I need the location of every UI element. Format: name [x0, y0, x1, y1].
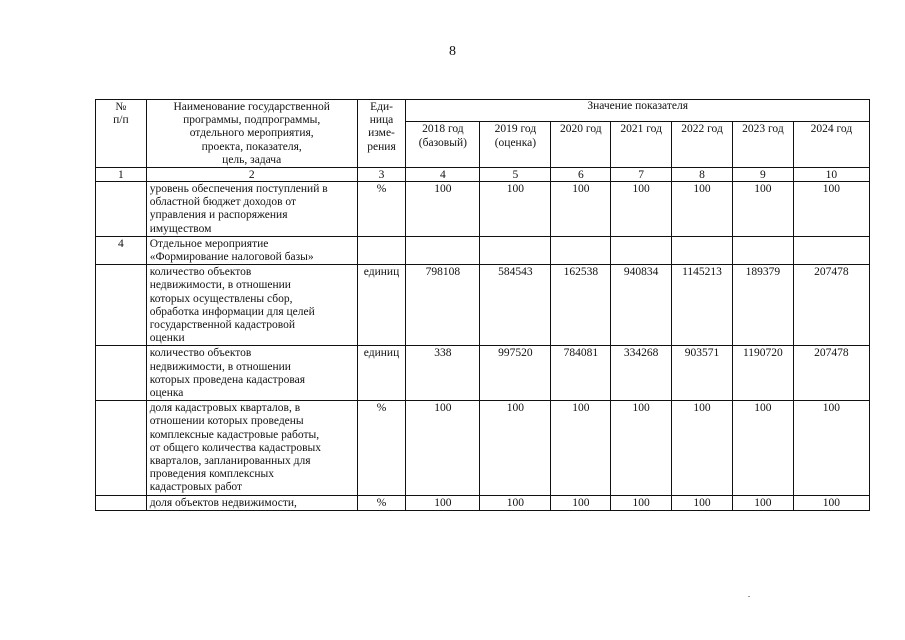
row-unit: единиц — [357, 346, 406, 401]
row-unit: единиц — [357, 265, 406, 346]
table-row — [96, 265, 870, 346]
table-row — [96, 401, 870, 495]
row-value: 207478 — [793, 265, 869, 346]
column-number: 8 — [672, 168, 733, 182]
scan-speck — [748, 596, 750, 597]
row-value: 1145213 — [672, 265, 733, 346]
table-row — [96, 346, 870, 401]
row-value — [732, 236, 793, 264]
header-year: 2020 год — [551, 122, 611, 168]
row-name: Отдельное мероприятие «Формирование налоговой базы» — [146, 236, 357, 264]
header-year: 2018 год (базовый) — [406, 122, 480, 168]
row-unit: % — [357, 401, 406, 495]
column-number: 9 — [732, 168, 793, 182]
header-row — [96, 100, 870, 122]
row-name: количество объектов недвижимости, в отношении которых проведена кадастровая оценка — [146, 346, 357, 401]
row-value: 100 — [611, 495, 672, 510]
column-number: 7 — [611, 168, 672, 182]
row-value: 100 — [406, 401, 480, 495]
column-number: 10 — [793, 168, 869, 182]
row-value: 784081 — [551, 346, 611, 401]
row-value: 100 — [406, 495, 480, 510]
header-col-name: Наименование государственной программы, подпрограммы, отдельного мероприятия, проекта, показателя, цель, задача — [146, 100, 357, 168]
row-value: 334268 — [611, 346, 672, 401]
row-value: 100 — [480, 495, 551, 510]
header-value-group: Значение показателя — [406, 100, 870, 122]
row-number: 4 — [96, 236, 147, 264]
row-value: 940834 — [611, 265, 672, 346]
column-number: 1 — [96, 168, 147, 182]
row-value — [480, 236, 551, 264]
row-unit — [357, 236, 406, 264]
row-name: уровень обеспечения поступлений в областной бюджет доходов от управления и распоряжения имуществом — [146, 182, 357, 237]
row-value: 100 — [406, 182, 480, 237]
row-unit: % — [357, 182, 406, 237]
row-value: 100 — [480, 401, 551, 495]
row-number — [96, 265, 147, 346]
row-value — [611, 236, 672, 264]
row-value: 338 — [406, 346, 480, 401]
row-number — [96, 182, 147, 237]
row-value — [793, 236, 869, 264]
row-value — [551, 236, 611, 264]
row-value: 100 — [793, 401, 869, 495]
row-value: 1190720 — [732, 346, 793, 401]
row-value: 207478 — [793, 346, 869, 401]
header-year: 2022 год — [672, 122, 733, 168]
page-number: 8 — [449, 44, 456, 59]
table-row — [96, 236, 870, 264]
row-value: 100 — [480, 182, 551, 237]
header-col-unit: Еди- ница изме- рения — [357, 100, 406, 168]
row-value: 162538 — [551, 265, 611, 346]
row-value: 997520 — [480, 346, 551, 401]
row-value: 798108 — [406, 265, 480, 346]
row-value: 100 — [611, 182, 672, 237]
column-number-row — [96, 168, 870, 182]
row-value: 100 — [672, 495, 733, 510]
table-row — [96, 495, 870, 510]
row-value: 903571 — [672, 346, 733, 401]
row-name: количество объектов недвижимости, в отношении которых осуществлены сбор, обработка информации для целей государственной кадастровой оценки — [146, 265, 357, 346]
table-row — [96, 182, 870, 237]
column-number: 6 — [551, 168, 611, 182]
header-col-number: № п/п — [96, 100, 147, 168]
row-name: доля объектов недвижимости, — [146, 495, 357, 510]
row-value: 100 — [672, 401, 733, 495]
row-value: 100 — [551, 401, 611, 495]
column-number: 2 — [146, 168, 357, 182]
row-value — [672, 236, 733, 264]
header-year: 2023 год — [732, 122, 793, 168]
row-number — [96, 346, 147, 401]
row-value: 189379 — [732, 265, 793, 346]
row-value: 100 — [793, 182, 869, 237]
column-number: 3 — [357, 168, 406, 182]
header-year: 2019 год (оценка) — [480, 122, 551, 168]
row-value: 100 — [793, 495, 869, 510]
row-value: 100 — [672, 182, 733, 237]
row-value: 100 — [732, 401, 793, 495]
header-year: 2024 год — [793, 122, 869, 168]
row-number — [96, 401, 147, 495]
header-year: 2021 год — [611, 122, 672, 168]
row-value: 100 — [551, 495, 611, 510]
row-value: 100 — [732, 495, 793, 510]
indicator-table — [95, 99, 870, 511]
row-value: 100 — [732, 182, 793, 237]
column-number: 4 — [406, 168, 480, 182]
row-value: 100 — [551, 182, 611, 237]
row-value: 100 — [611, 401, 672, 495]
row-unit: % — [357, 495, 406, 510]
row-name: доля кадастровых кварталов, в отношении которых проведены комплексные кадастровые работы, от общего количества кадастровых кварталов, запланированных для проведения комплексных кадастровых работ — [146, 401, 357, 495]
row-number — [96, 495, 147, 510]
column-number: 5 — [480, 168, 551, 182]
row-value — [406, 236, 480, 264]
row-value: 584543 — [480, 265, 551, 346]
